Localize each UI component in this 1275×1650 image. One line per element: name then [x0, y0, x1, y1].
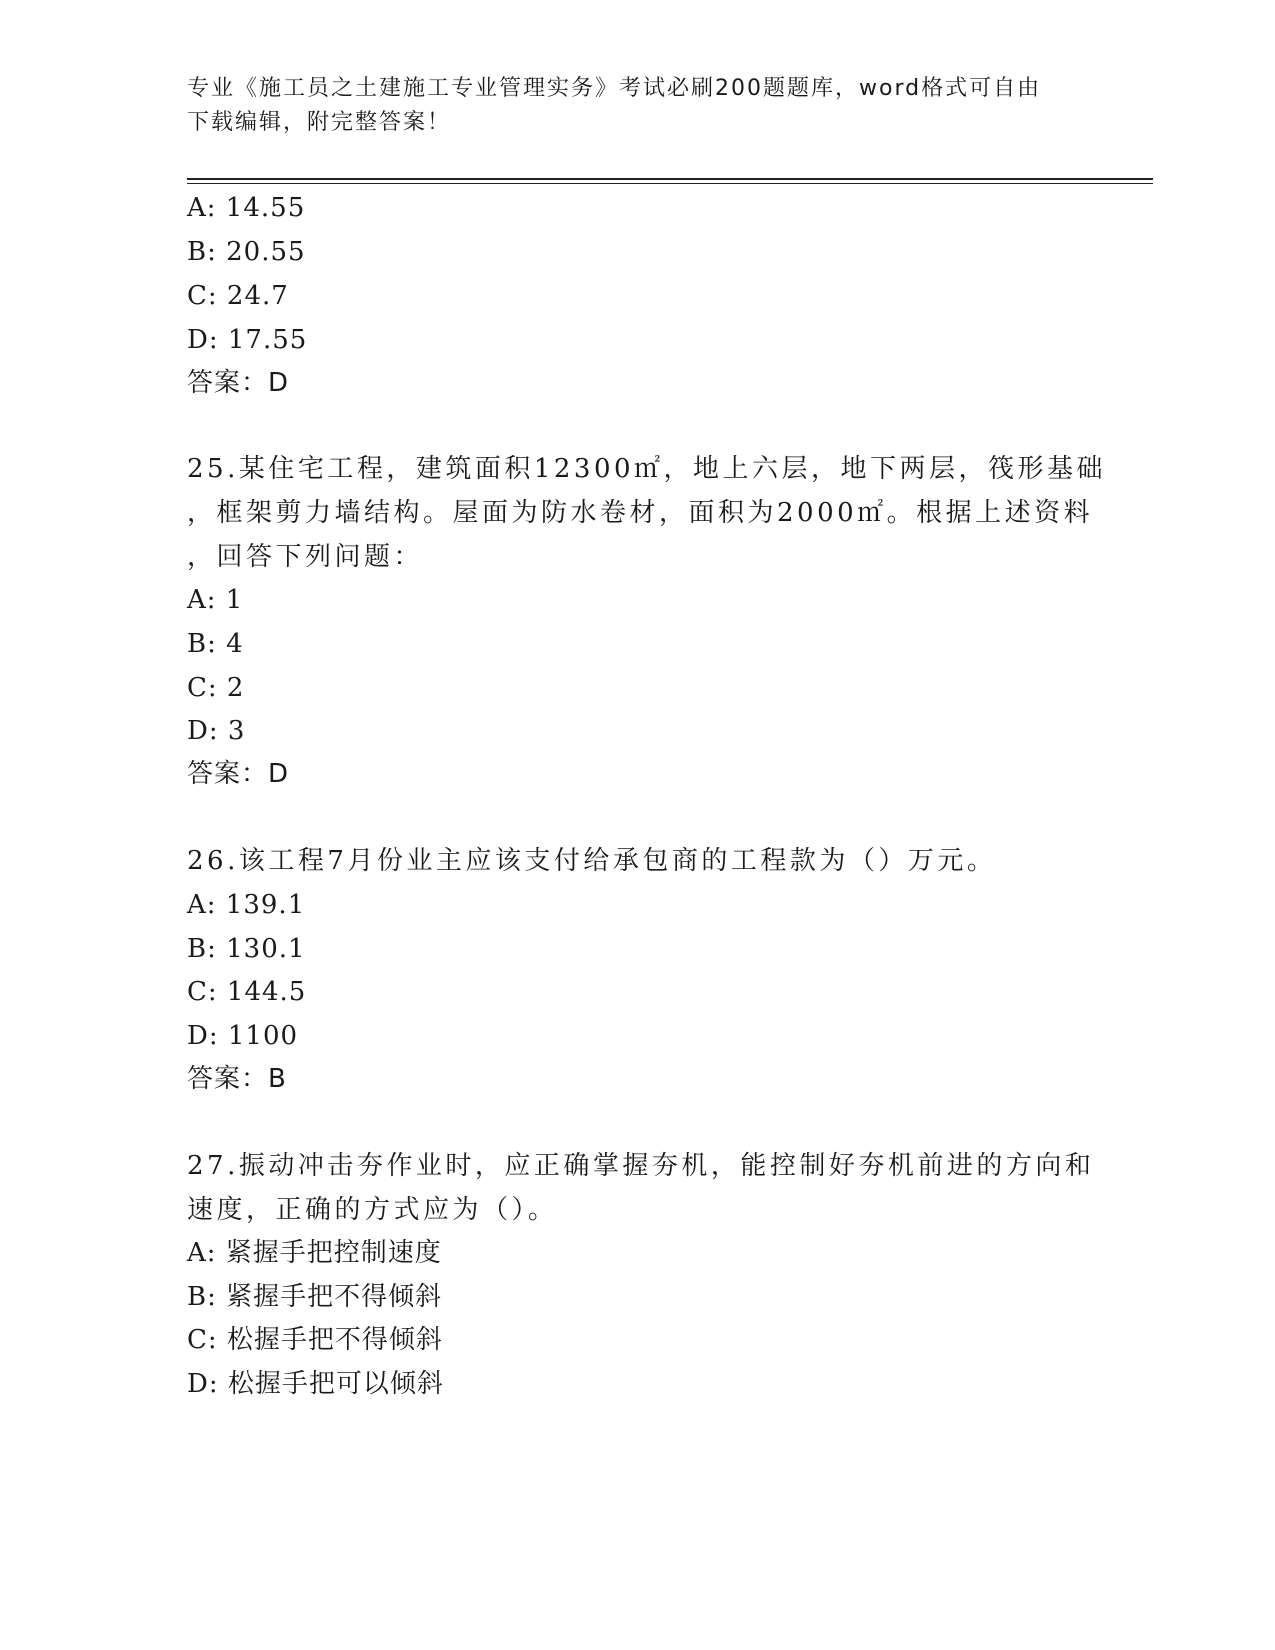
- q27-option-a: A: 紧握手把控制速度: [187, 1238, 442, 1268]
- q27-option-c: C: 松握手把不得倾斜: [187, 1325, 443, 1355]
- q24-option-a: A: 14.55: [187, 193, 306, 223]
- q24-answer: 答案：D: [187, 368, 290, 398]
- q25-answer: 答案：D: [187, 759, 290, 789]
- q26-option-c: C: 144.5: [187, 977, 307, 1007]
- q27-text-line-1: 27.振动冲击夯作业时，应正确掌握夯机，能控制好夯机前进的方向和: [187, 1151, 1095, 1181]
- header-line-1: 专业《施工员之土建施工专业管理实务》考试必刷200题题库，word格式可自由: [187, 76, 1042, 101]
- q25-text-line-3: ，回答下列问题：: [187, 542, 424, 572]
- q27-option-b: B: 紧握手把不得倾斜: [187, 1282, 443, 1312]
- q25-option-b: B: 4: [187, 629, 244, 659]
- q24-option-b: B: 20.55: [187, 237, 306, 267]
- header-rule-bottom: [187, 183, 1153, 184]
- q26-option-a: A: 139.1: [187, 890, 306, 920]
- q26-answer: 答案：B: [187, 1064, 287, 1094]
- q25-option-a: A: 1: [187, 585, 244, 615]
- q27-text-line-2: 速度，正确的方式应为（）。: [187, 1195, 558, 1225]
- q26-option-b: B: 130.1: [187, 934, 306, 964]
- header-rule-top: [187, 178, 1153, 180]
- q26-option-d: D: 1100: [187, 1021, 299, 1051]
- q26-text-line-1: 26.该工程7月份业主应该支付给承包商的工程款为（）万元。: [187, 846, 997, 876]
- header-line-2: 下载编辑，附完整答案！: [187, 110, 452, 135]
- q24-option-c: C: 24.7: [187, 281, 289, 311]
- q24-option-d: D: 17.55: [187, 325, 308, 355]
- q25-text-line-1: 25.某住宅工程，建筑面积12300㎡，地上六层，地下两层，筏形基础: [187, 454, 1107, 484]
- q25-text-line-2: ，框架剪力墙结构。屋面为防水卷材，面积为2000㎡。根据上述资料: [187, 498, 1094, 528]
- q25-option-d: D: 3: [187, 716, 246, 746]
- q27-option-d: D: 松握手把可以倾斜: [187, 1369, 444, 1399]
- q25-option-c: C: 2: [187, 673, 245, 703]
- page-header: [187, 72, 1067, 140]
